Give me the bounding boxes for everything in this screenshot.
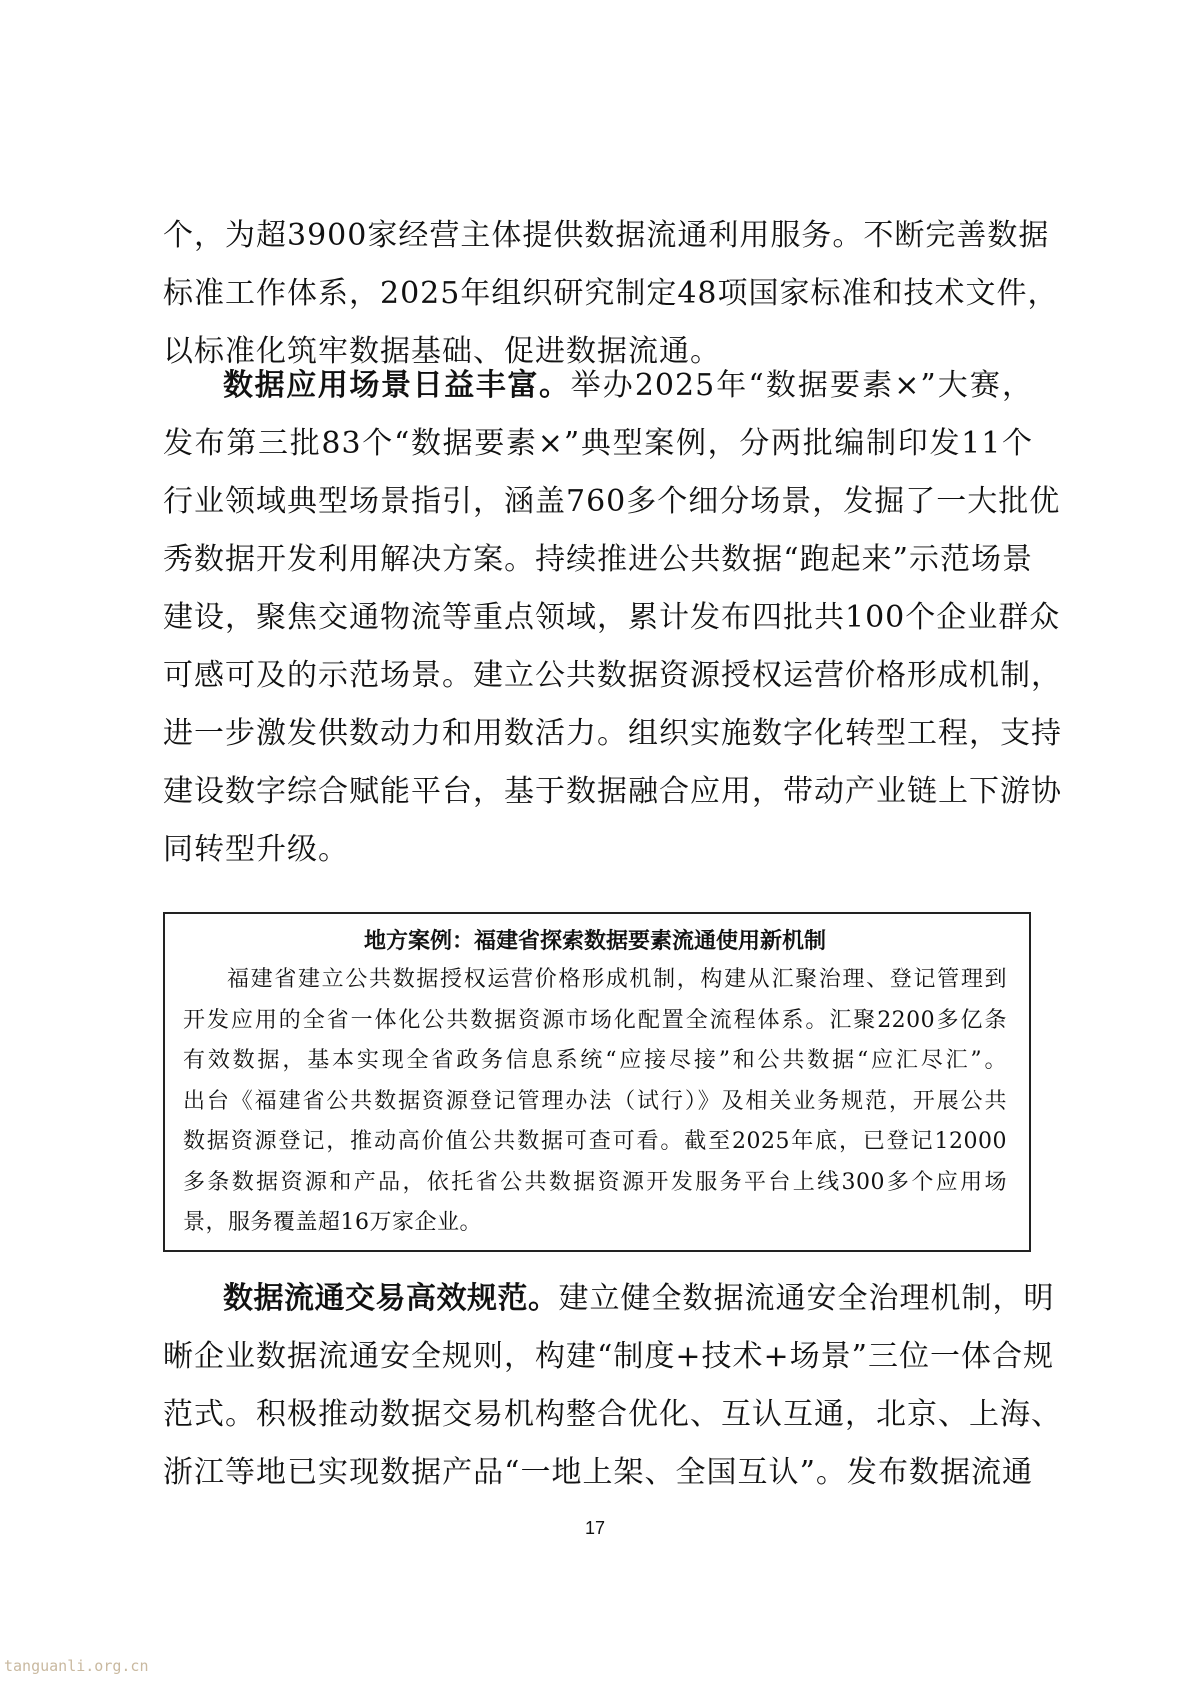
paragraph-continuation <box>163 207 1059 381</box>
watermark: tanguanli.org.cn <box>4 1657 149 1675</box>
paragraph-trading <box>163 1270 1062 1502</box>
case-text-line: 福建省建立公共数据授权运营价格形成机制，构建从汇聚治理、登记管理到 <box>227 967 1007 992</box>
case-text-line: 有效数据，基本实现全省政务信息系统“应接尽接”和公共数据“应汇尽汇”。 <box>183 1048 1007 1073</box>
text-line: 建设数字综合赋能平台，基于数据融合应用，带动产业链上下游协 <box>163 774 1062 809</box>
case-text-line: 多条数据资源和产品，依托省公共数据资源开发服务平台上线300多个应用场 <box>183 1169 1007 1195</box>
text-line: 行业领域典型场景指引，涵盖760多个细分场景，发掘了一大批优 <box>163 484 1061 519</box>
text-line: 标准工作体系，2025年组织研究制定48项国家标准和技术文件， <box>163 276 1059 311</box>
text-line: 个，为超3900家经营主体提供数据流通利用服务。不断完善数据 <box>163 218 1050 253</box>
paragraph-heading: 数据流通交易高效规范。 <box>223 1281 559 1316</box>
case-title: 地方案例：福建省探索数据要素流通使用新机制 <box>363 929 826 954</box>
text-line <box>163 357 1033 415</box>
text-line: 同转型升级。 <box>163 832 349 867</box>
page-number: 17 <box>584 1518 606 1538</box>
text-line: 以标准化筑牢数据基础、促进数据流通。 <box>163 334 721 369</box>
text-line: 晰企业数据流通安全规则，构建“制度+技术+场景”三位一体合规 <box>163 1339 1054 1374</box>
case-text-line: 数据资源登记，推动高价值公共数据可查可看。截至2025年底，已登记12000 <box>183 1129 1007 1154</box>
case-text-line: 出台《福建省公共数据资源登记管理办法（试行）》及相关业务规范，开展公共 <box>183 1088 1007 1114</box>
text-line: 范式。积极推动数据交易机构整合优化、互认互通，北京、上海、 <box>163 1397 1062 1432</box>
text-line <box>163 1270 1055 1328</box>
text-line: 发布第三批83个“数据要素×”典型案例，分两批编制印发11个 <box>163 426 1033 461</box>
text-line: 可感可及的示范场景。建立公共数据资源授权运营价格形成机制， <box>163 658 1062 693</box>
text-line: 浙江等地已实现数据产品“一地上架、全国互认”。发布数据流通 <box>163 1455 1033 1490</box>
local-case-box <box>163 912 1031 1252</box>
text-line: 秀数据开发利用解决方案。持续推进公共数据“跑起来”示范场景 <box>163 542 1033 577</box>
case-text-line: 开发应用的全省一体化公共数据资源市场化配置全流程体系。汇聚2200多亿条 <box>183 1007 1007 1033</box>
paragraph-heading: 数据应用场景日益丰富。 <box>223 368 571 403</box>
text-fragment: 举办2025年“数据要素×”大赛， <box>570 368 1033 403</box>
text-line: 进一步激发供数动力和用数活力。组织实施数字化转型工程，支持 <box>163 716 1062 751</box>
text-line: 建设，聚焦交通物流等重点领域，累计发布四批共100个企业群众 <box>163 600 1061 635</box>
case-text-line: 景，服务覆盖超16万家企业。 <box>183 1210 482 1235</box>
paragraph-scenarios <box>163 357 1062 879</box>
text-fragment: 建立健全数据流通安全治理机制，明 <box>558 1281 1055 1316</box>
